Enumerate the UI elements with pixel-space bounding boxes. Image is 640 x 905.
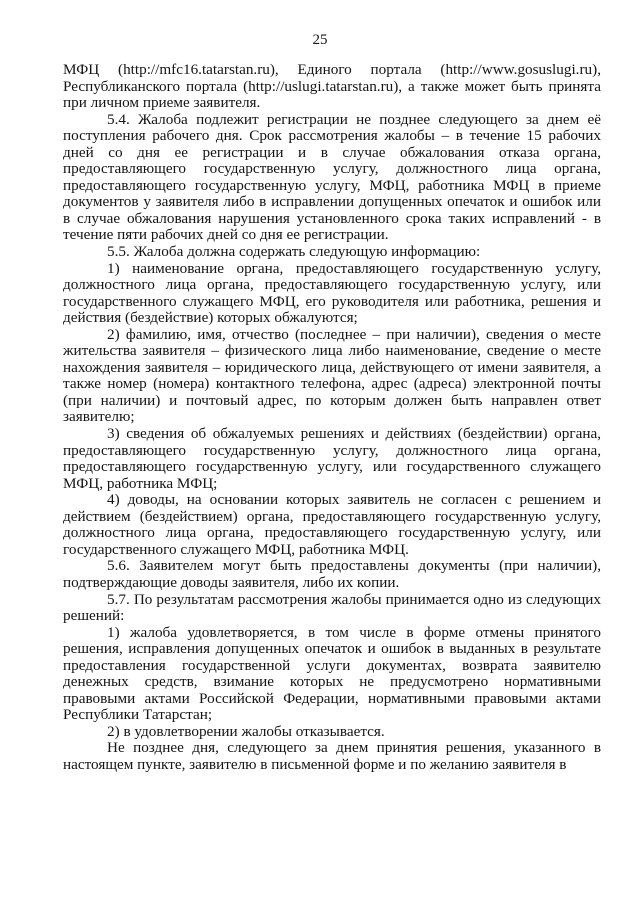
paragraph: 1) наименование органа, предоставляющего государственную услугу, должностного лица органа, предоставляющего государственную услугу, или государственного служащего МФЦ, его руководителя или работника, решения и действия (бездействие) которых обжалуются;: [63, 259, 601, 327]
document-body: [63, 62, 601, 774]
paragraph: 2) в удовлетворении жалобы отказывается.: [107, 722, 385, 740]
paragraph: 3) сведения об обжалуемых решениях и действиях (бездействии) органа, предоставляющего государственную услугу, должностного лица органа, предоставляющего государственную услугу, или государственного служащего МФЦ, работника МФЦ;: [63, 425, 601, 492]
paragraph: 5.6. Заявителем могут быть предоставлены документы (при наличии), подтверждающие доводы заявителя, либо их копии.: [63, 557, 601, 591]
paragraph: Не позднее дня, следующего за днем принятия решения, указанного в настоящем пункте, заявителю в письменной форме и по желанию заявителя в: [63, 739, 601, 773]
paragraph: МФЦ (http://mfc16.tatarstan.ru), Единого портала (http://www.gosuslugi.ru), Республиканского портала (http://uslugi.tatarstan.ru), а также может быть принята при личном приеме заявителя.: [63, 61, 601, 112]
paragraph: 4) доводы, на основании которых заявитель не согласен с решением и действием (бездействием) органа, предоставляющего государственную услугу, должностного лица органа, предоставляющего государственную услугу, или государственного служащего МФЦ, работника МФЦ.: [63, 491, 601, 558]
paragraph: 5.5. Жалоба должна содержать следующую информацию:: [107, 243, 481, 261]
paragraph: 1) жалоба удовлетворяется, в том числе в форме отмены принятого решения, исправления допущенных опечаток и ошибок в выданных в результате предоставления государственной услуги документах, возврата заявителю денежных средств, взимание которых не предусмотрено нормативными правовыми актами Российской Федерации, нормативными правовыми актами Республики Татарстан;: [63, 623, 601, 724]
paragraph: 5.4. Жалоба подлежит регистрации не позднее следующего за днем её поступления рабочего дня. Срок рассмотрения жалобы – в течение 15 рабочих дней со дня ее регистрации и в случае обжалования отказа органа, предоставляющего государственную услугу, должностного лица органа, предоставляющего государственную услугу, МФЦ, работника МФЦ в приеме документов у заявителя либо в исправлении допущенных опечаток и ошибок или в случае обжалования нарушения установленного срока таких исправлений - в течение пяти рабочих дней со дня ее регистрации.: [63, 110, 601, 244]
paragraph: 2) фамилию, имя, отчество (последнее – при наличии), сведения о месте жительства заявителя – физического лица либо наименование, сведение о месте нахождения заявителя – юридического лица, действующего от имени заявителя, а также номер (номера) контактного телефона, адрес (адреса) электронной почты (при наличии) и почтовый адрес, по которым должен быть направлен ответ заявителю;: [63, 325, 601, 426]
paragraph: 5.7. По результатам рассмотрения жалобы принимается одно из следующих решений:: [63, 590, 601, 625]
page-number: 25: [312, 32, 328, 48]
